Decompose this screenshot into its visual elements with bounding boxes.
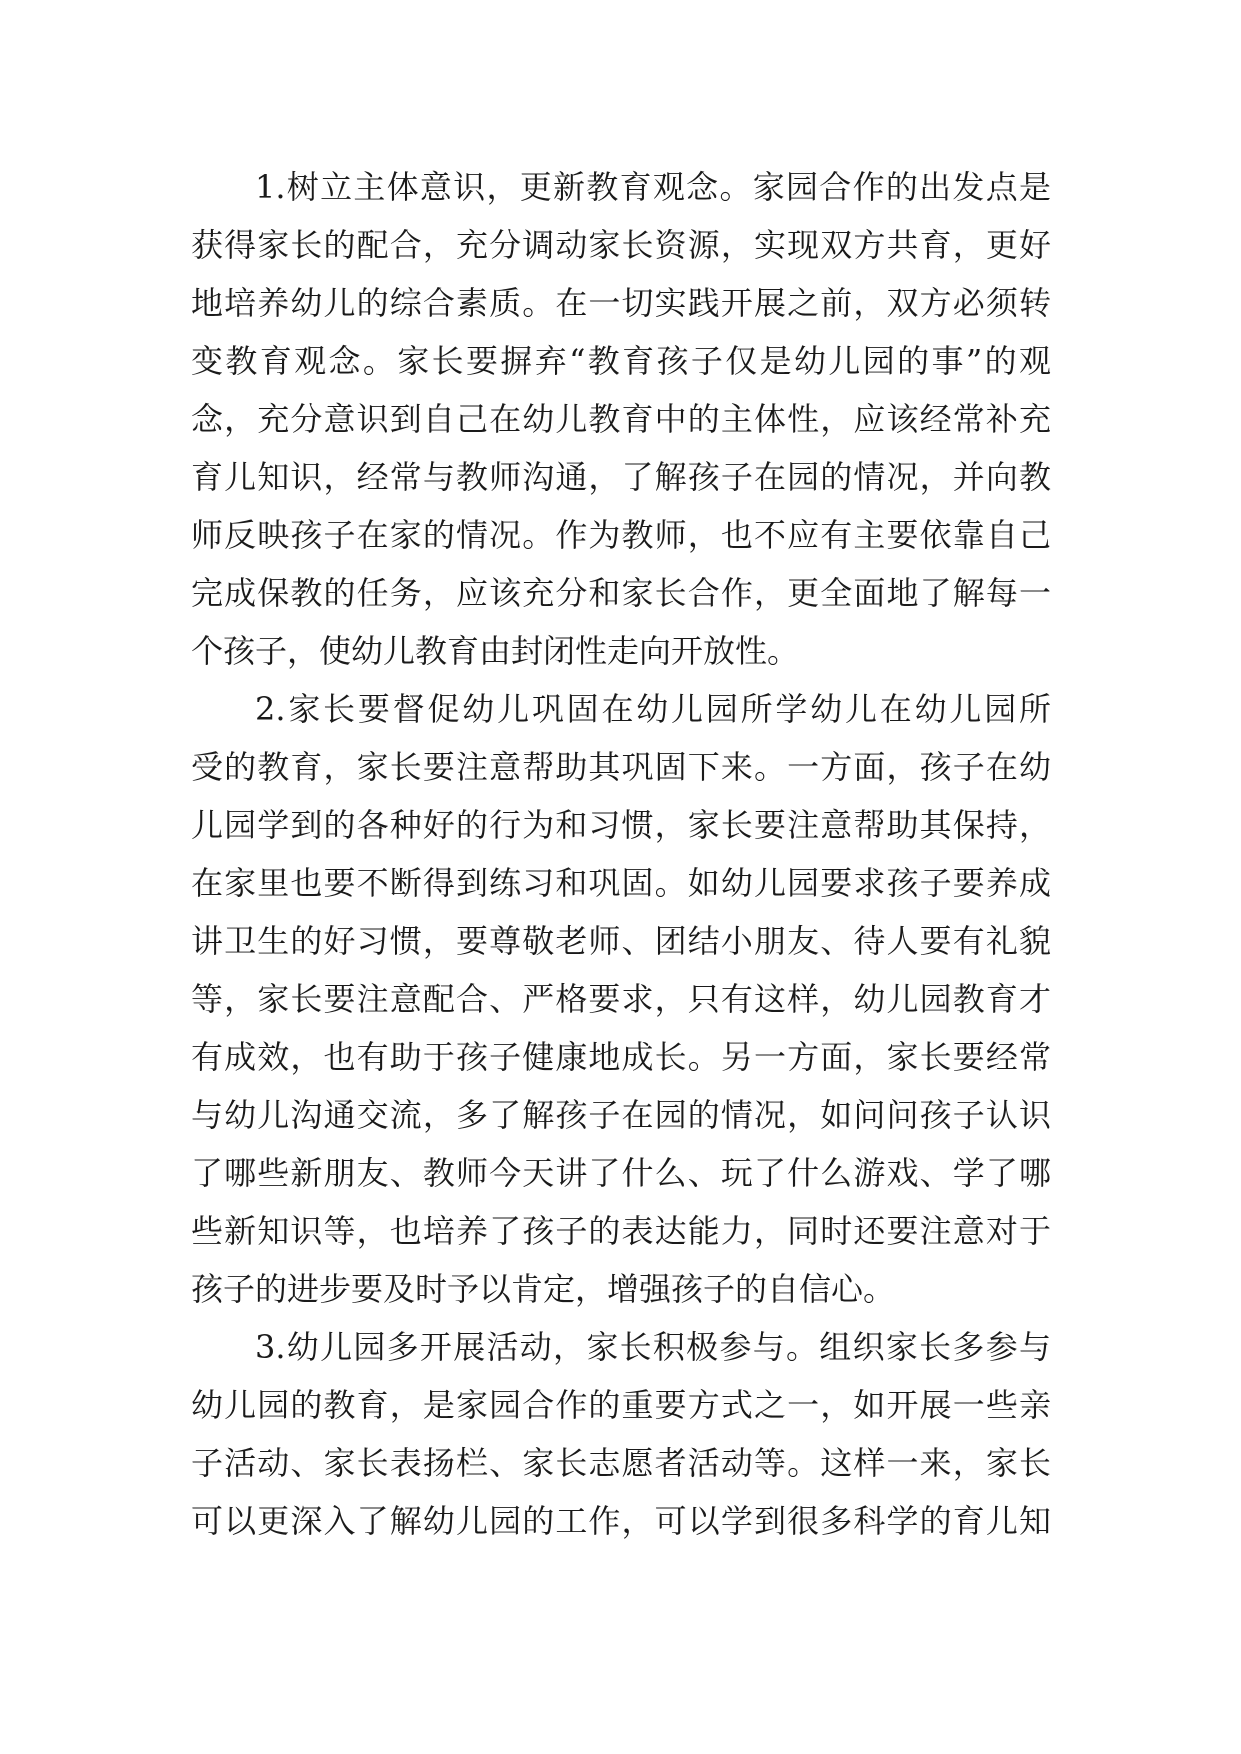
- paragraph-2: [191, 680, 1051, 1318]
- paragraph-3: [191, 1318, 1051, 1550]
- text-line: 个孩子，使幼儿教育由封闭性走向开放性。: [191, 632, 800, 670]
- text-line: 幼儿园的教育，是家园合作的重要方式之一，如开展一些亲: [191, 1386, 1051, 1424]
- text-line: 讲卫生的好习惯，要尊敬老师、团结小朋友、待人要有礼貌: [191, 922, 1051, 960]
- text-line: 了哪些新朋友、教师今天讲了什么、玩了什么游戏、学了哪: [191, 1154, 1051, 1192]
- text-line: 可以更深入了解幼儿园的工作，可以学到很多科学的育儿知: [191, 1502, 1051, 1540]
- text-line: 2.家长要督促幼儿巩固在幼儿园所学幼儿在幼儿园所: [255, 690, 1051, 728]
- text-line: 等，家长要注意配合、严格要求，只有这样，幼儿园教育才: [191, 980, 1051, 1018]
- text-line: 地培养幼儿的综合素质。在一切实践开展之前，双方必须转: [191, 284, 1051, 322]
- body-text: [191, 158, 1051, 1550]
- text-line: 些新知识等，也培养了孩子的表达能力，同时还要注意对于: [191, 1212, 1051, 1250]
- text-line: 念，充分意识到自己在幼儿教育中的主体性，应该经常补充: [191, 400, 1051, 438]
- text-line: 获得家长的配合，充分调动家长资源，实现双方共育，更好: [191, 226, 1051, 264]
- text-line: 3.幼儿园多开展活动，家长积极参与。组织家长多参与: [255, 1328, 1051, 1366]
- text-line: 儿园学到的各种好的行为和习惯，家长要注意帮助其保持，: [191, 806, 1051, 844]
- text-line: 1.树立主体意识，更新教育观念。家园合作的出发点是: [255, 168, 1051, 206]
- text-line: 有成效，也有助于孩子健康地成长。另一方面，家长要经常: [191, 1038, 1051, 1076]
- text-line: 育儿知识，经常与教师沟通，了解孩子在园的情况，并向教: [191, 458, 1051, 496]
- text-line: 师反映孩子在家的情况。作为教师，也不应有主要依靠自己: [191, 516, 1051, 554]
- text-line: 完成保教的任务，应该充分和家长合作，更全面地了解每一: [191, 574, 1051, 612]
- text-line: 孩子的进步要及时予以肯定，增强孩子的自信心。: [191, 1270, 896, 1308]
- text-line: 变教育观念。家长要摒弃“教育孩子仅是幼儿园的事”的观: [191, 342, 1051, 380]
- text-line: 在家里也要不断得到练习和巩固。如幼儿园要求孩子要养成: [191, 864, 1051, 902]
- paragraph-1: [191, 158, 1051, 680]
- text-line: 子活动、家长表扬栏、家长志愿者活动等。这样一来，家长: [191, 1444, 1051, 1482]
- text-line: 与幼儿沟通交流，多了解孩子在园的情况，如问问孩子认识: [191, 1096, 1051, 1134]
- text-line: 受的教育，家长要注意帮助其巩固下来。一方面，孩子在幼: [191, 748, 1051, 786]
